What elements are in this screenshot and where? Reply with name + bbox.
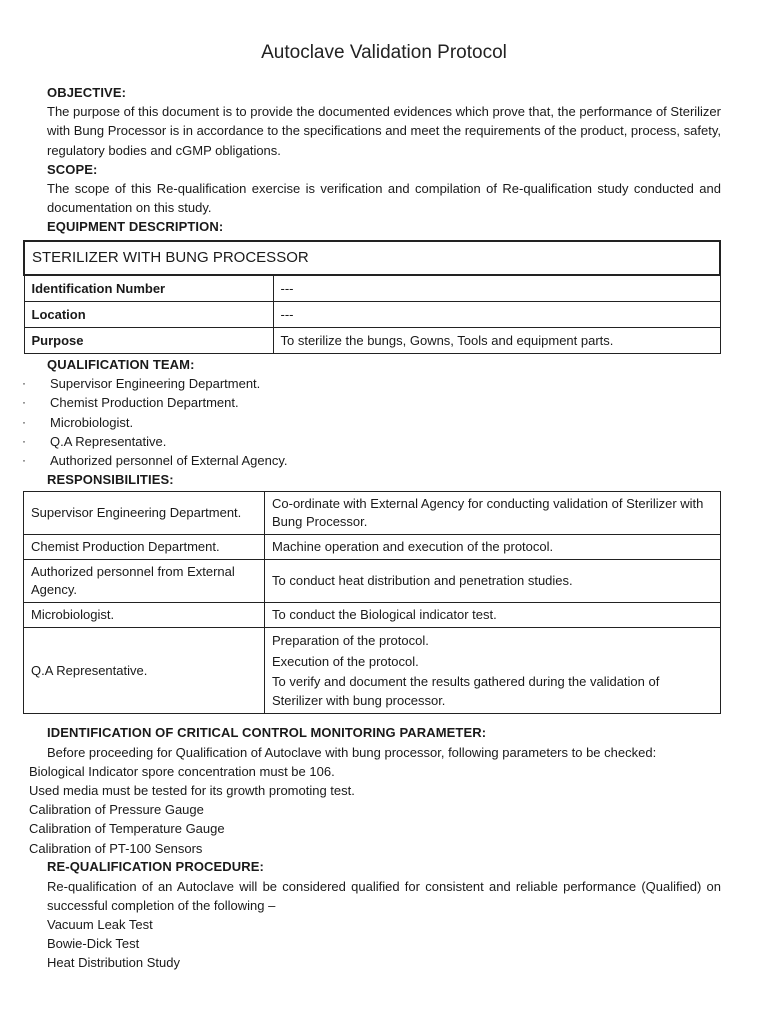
bullet-icon: · [22, 395, 26, 410]
table-row [24, 328, 720, 354]
equipment-label: Location [24, 302, 273, 328]
responsibility-role: Authorized personnel from External Agency. [24, 560, 265, 603]
equipment-heading: EQUIPMENT DESCRIPTION: [47, 219, 224, 234]
equipment-table [23, 240, 721, 354]
critical-item: Calibration of Pressure Gauge [29, 802, 204, 817]
table-row [24, 628, 721, 714]
bullet-icon: · [22, 414, 26, 429]
team-member: Microbiologist. [50, 414, 134, 430]
critical-intro: Before proceeding for Qualification of Autoclave with bung processor, following parameters to be checked: [47, 745, 657, 760]
responsibility-duty: Co-ordinate with External Agency for conducting validation of Sterilizer with Bung Processor. [265, 492, 721, 535]
document-title: Autoclave Validation Protocol [261, 42, 507, 63]
critical-item: Calibration of Temperature Gauge [29, 821, 225, 836]
requalification-text: Re-qualification of an Autoclave will be considered qualified for consistent and reliable performance (Qualified) on successful completion of the following – [47, 879, 721, 914]
objective-text: The purpose of this document is to provide the documented evidences which prove that, the performance of Sterilizer with Bung Processor is in accordance to the specifications and meet the requirements of the product, process, safety, regulatory bodies and cGMP obligations. [47, 104, 721, 158]
equipment-table-title: STERILIZER WITH BUNG PROCESSOR [24, 241, 720, 275]
responsibility-role: Chemist Production Department. [24, 535, 265, 560]
scope-heading: SCOPE: [47, 162, 98, 177]
team-member: Q.A Representative. [50, 433, 167, 449]
responsibility-duty: To verify and document the results gathered during the validation of Sterilizer with bung processor. [272, 674, 660, 708]
team-heading: QUALIFICATION TEAM: [47, 357, 195, 372]
responsibility-role: Q.A Representative. [24, 628, 265, 714]
table-row [24, 603, 721, 628]
requalification-heading: RE-QUALIFICATION PROCEDURE: [47, 859, 264, 874]
table-row [24, 492, 721, 535]
critical-item: Calibration of PT-100 Sensors [29, 841, 203, 856]
responsibility-duty: To conduct heat distribution and penetration studies. [265, 560, 721, 603]
responsibilities-table [23, 491, 721, 714]
team-member: Authorized personnel of External Agency. [50, 453, 288, 469]
critical-heading: IDENTIFICATION OF CRITICAL CONTROL MONITORING PARAMETER: [47, 725, 487, 740]
table-row [24, 275, 720, 302]
equipment-value: --- [273, 302, 720, 328]
critical-item: Used media must be tested for its growth promoting test. [29, 783, 355, 798]
responsibility-duty: Preparation of the protocol. [272, 633, 429, 648]
requalification-item: Vacuum Leak Test [47, 917, 153, 932]
bullet-icon: · [22, 376, 26, 390]
team-member: Chemist Production Department. [50, 395, 239, 411]
bullet-icon: · [22, 453, 26, 468]
requalification-item: Heat Distribution Study [47, 955, 180, 970]
table-row [24, 535, 721, 560]
responsibility-duties [265, 628, 721, 714]
requalification-item: Bowie-Dick Test [47, 936, 140, 951]
equipment-value: To sterilize the bungs, Gowns, Tools and equipment parts. [273, 328, 720, 354]
team-member: Supervisor Engineering Department. [50, 376, 261, 391]
responsibility-role: Supervisor Engineering Department. [24, 492, 265, 535]
equipment-table-header-row [24, 241, 720, 275]
responsibility-role: Microbiologist. [24, 603, 265, 628]
responsibilities-heading: RESPONSIBILITIES: [47, 472, 174, 487]
objective-heading: OBJECTIVE: [47, 85, 127, 100]
table-row [24, 560, 721, 603]
critical-item: Biological Indicator spore concentration must be 106. [29, 764, 335, 779]
scope-text: The scope of this Re-qualification exercise is verification and compilation of Re-qualification study conducted and documentation on this study. [47, 181, 721, 216]
table-row [24, 302, 720, 328]
equipment-label: Purpose [24, 328, 273, 354]
equipment-label: Identification Number [24, 275, 273, 302]
responsibility-duty: To conduct the Biological indicator test. [265, 603, 721, 628]
responsibility-duty: Execution of the protocol. [272, 653, 419, 669]
equipment-value: --- [273, 275, 720, 302]
responsibility-duty: Machine operation and execution of the protocol. [265, 535, 721, 560]
bullet-icon: · [22, 433, 26, 448]
